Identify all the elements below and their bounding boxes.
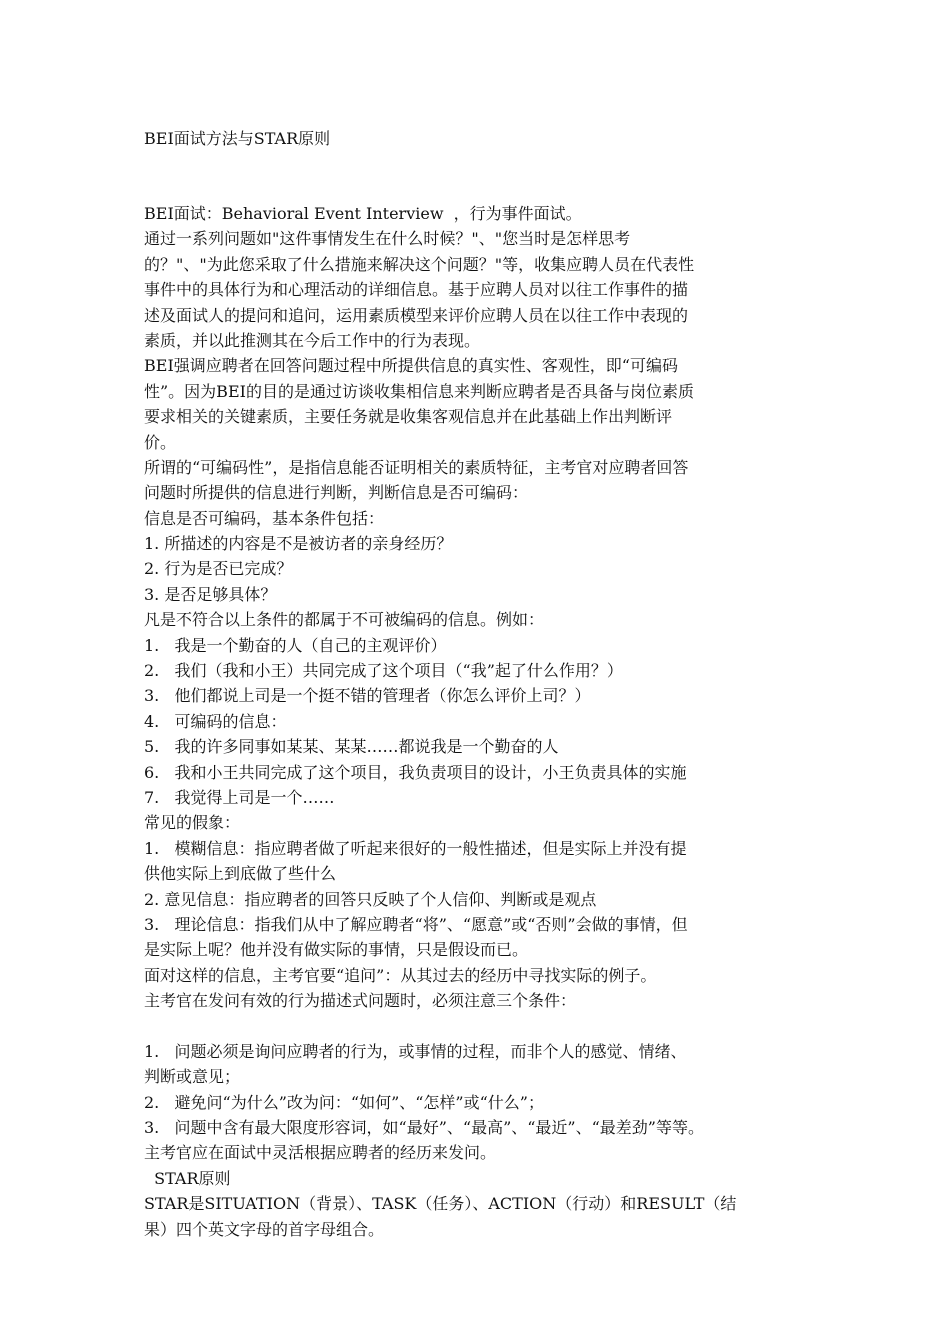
text-line: BEI强调应聘者在回答问题过程中所提供信息的真实性、客观性，即“可编码 — [144, 356, 678, 376]
text-line: 主考官应在面试中灵活根据应聘者的经历来发问。 — [144, 1143, 497, 1163]
text-line: 问题时所提供的信息进行判断，判断信息是否可编码： — [144, 483, 529, 503]
text-line: STAR原则 — [144, 1168, 231, 1188]
text-line: 凡是不符合以上条件的都属于不可被编码的信息。例如： — [144, 610, 545, 630]
text-line: 判断或意见； — [144, 1067, 241, 1087]
text-line: 通过一系列问题如"这件事情发生在什么时候？"、"您当时是怎样思考 — [144, 229, 631, 249]
text-line: 果）四个英文字母的首字母组合。 — [144, 1219, 385, 1239]
text-line: 面对这样的信息，主考官要“追问”：从其过去的经历中寻找实际的例子。 — [144, 965, 657, 985]
text-line: 2. 意见信息：指应聘者的回答只反映了个人信仰、判断或是观点 — [144, 889, 597, 909]
text-line: 5. 我的许多同事如某某、某某……都说我是一个勤奋的人 — [144, 737, 559, 757]
text-line: 述及面试人的提问和追问，运用素质模型来评价应聘人员在以往工作中表现的 — [144, 305, 689, 325]
text-line: 供他实际上到底做了些什么 — [144, 864, 337, 884]
blank-line — [144, 1014, 814, 1039]
text-line: 事件中的具体行为和心理活动的详细信息。基于应聘人员对以往工作事件的描 — [144, 280, 689, 300]
document-title: BEI面试方法与STAR原则 — [144, 129, 331, 148]
text-line: STAR是SITUATION（背景）、TASK（任务）、ACTION（行动）和RESULT（结 — [144, 1194, 737, 1214]
text-line: 要求相关的关键素质，主要任务就是收集客观信息并在此基础上作出判断评 — [144, 407, 673, 427]
text-line: 主考官在发问有效的行为描述式问题时，必须注意三个条件： — [144, 991, 577, 1011]
text-line: 2. 行为是否已完成？ — [144, 559, 293, 579]
text-line: 所谓的“可编码性”，是指信息能否证明相关的素质特征，主考官对应聘者回答 — [144, 457, 689, 477]
text-line: 4. 可编码的信息： — [144, 711, 287, 731]
text-line: BEI面试：Behavioral Event Interview ，行为事件面试。 — [144, 204, 582, 223]
text-line: 3. 是否足够具体？ — [144, 584, 277, 604]
text-line: 1. 问题必须是询问应聘者的行为，或事情的过程，而非个人的感觉、情绪、 — [144, 1041, 687, 1061]
text-line: 7. 我觉得上司是一个…… — [144, 787, 335, 807]
text-line: 常见的假象： — [144, 813, 241, 833]
text-line: 素质，并以此推测其在今后工作中的行为表现。 — [144, 330, 481, 350]
text-line: 1. 所描述的内容是不是被访者的亲身经历？ — [144, 534, 453, 554]
text-line: 1. 模糊信息：指应聘者做了听起来很好的一般性描述，但是实际上并没有提 — [144, 838, 687, 858]
document-body — [144, 201, 814, 1242]
text-line: 价。 — [144, 432, 177, 452]
text-line: 1. 我是一个勤奋的人（自己的主观评价） — [144, 635, 447, 655]
text-line: 是实际上呢？他并没有做实际的事情，只是假设而已。 — [144, 940, 529, 960]
text-line: 2. 我们（我和小王）共同完成了这个项目（“我”起了什么作用？） — [144, 661, 623, 681]
text-line: 2. 避免问“为什么”改为问：“如何”、“怎样”或“什么”； — [144, 1092, 544, 1112]
text-line: 6. 我和小王共同完成了这个项目，我负责项目的设计，小王负责具体的实施 — [144, 762, 687, 782]
text-line: 性”。因为BEI的目的是通过访谈收集相信息来判断应聘者是否具备与岗位素质 — [144, 381, 694, 401]
text-line: 的？"、"为此您采取了什么措施来解决这个问题？"等，收集应聘人员在代表性 — [144, 254, 695, 274]
text-line: 3. 理论信息：指我们从中了解应聘者“将”、“愿意”或“否则”会做的事情，但 — [144, 914, 688, 934]
text-line: 信息是否可编码，基本条件包括： — [144, 508, 385, 528]
text-line: 3. 问题中含有最大限度形容词，如“最好”、“最高”、“最近”、“最差劲”等等。 — [144, 1118, 704, 1138]
text-line: 3. 他们都说上司是一个挺不错的管理者（你怎么评价上司？） — [144, 686, 591, 706]
